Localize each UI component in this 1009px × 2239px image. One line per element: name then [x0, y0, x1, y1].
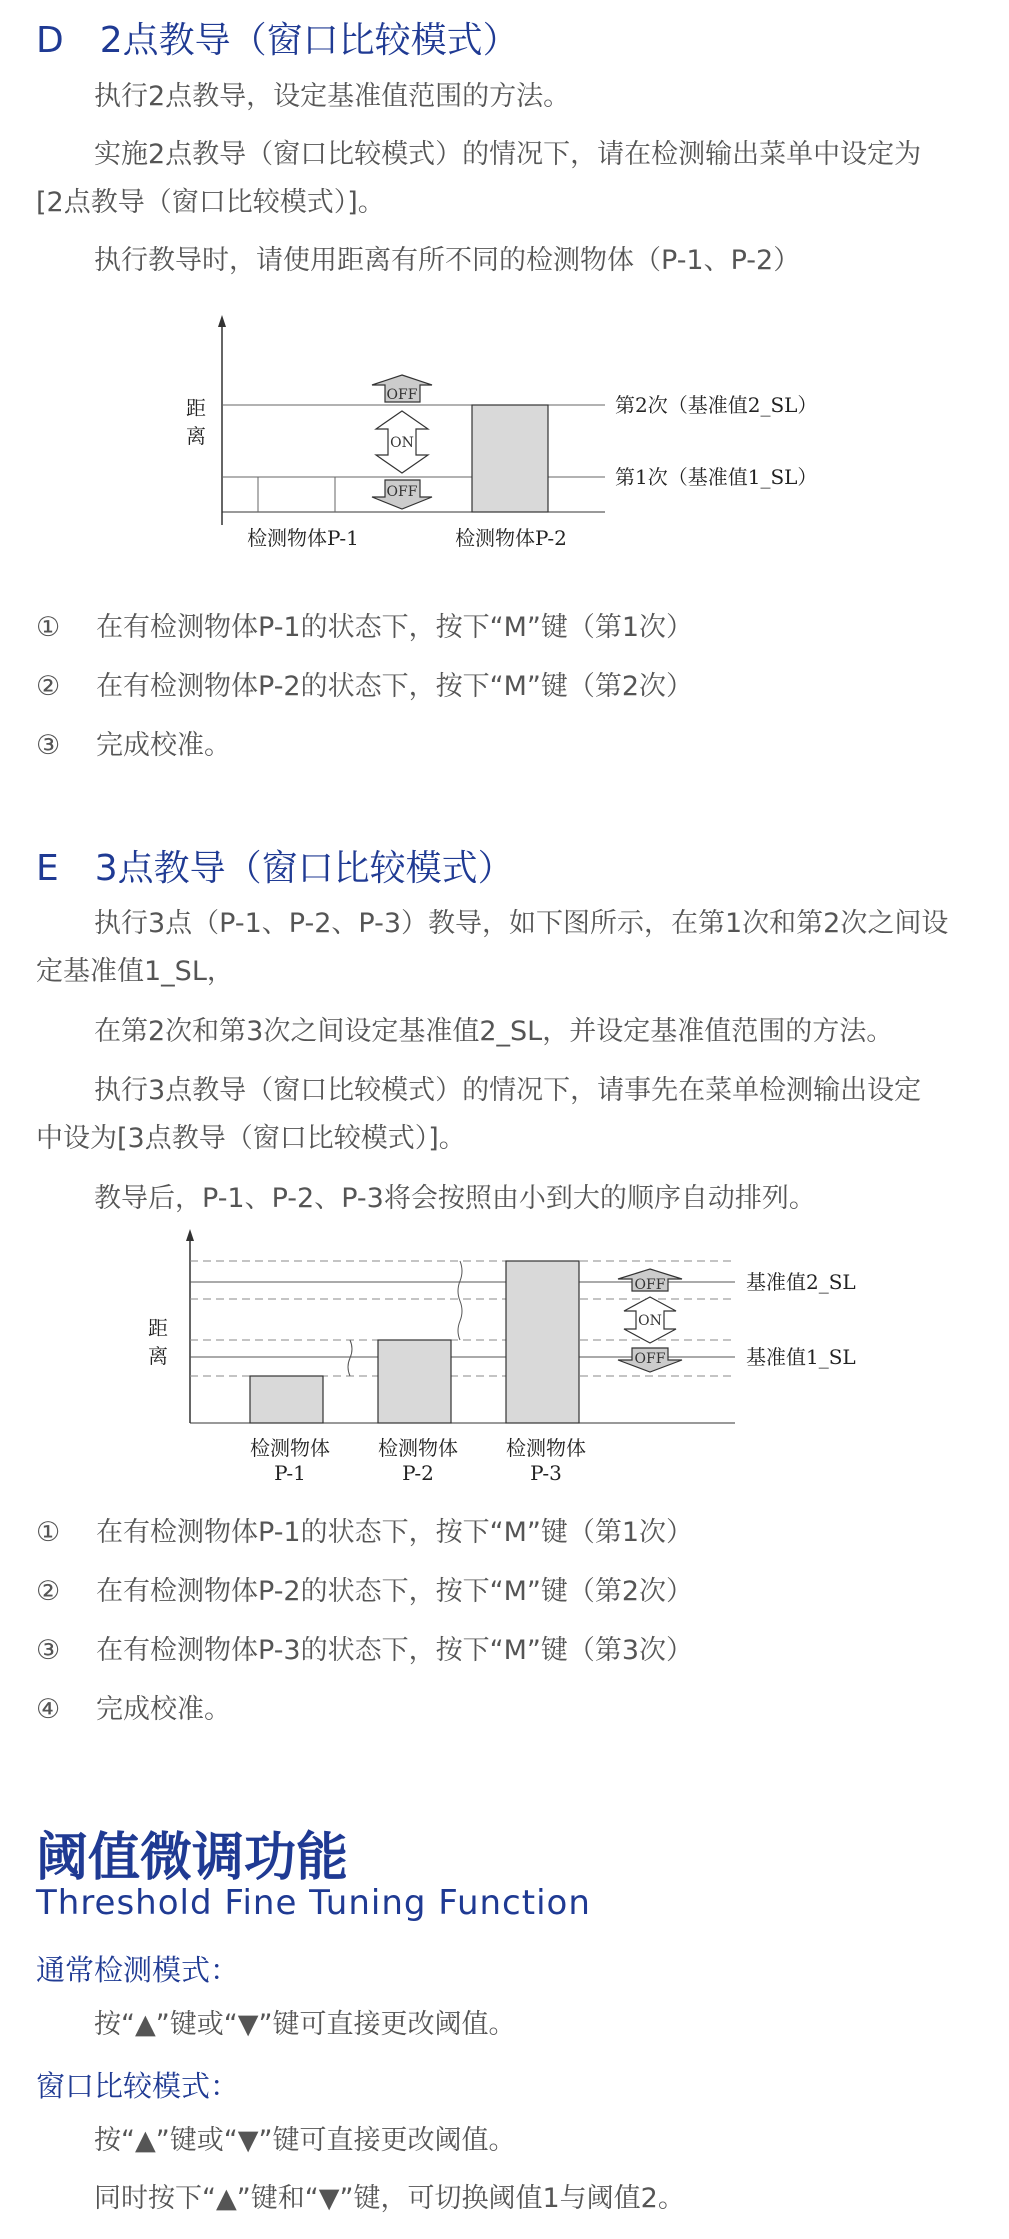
- section-d-object-note: 执行教导时，请使用距离有所不同的检测物体（P-1、P-2）: [94, 245, 801, 276]
- step-number: ④: [36, 1694, 61, 1725]
- step-number: ③: [36, 730, 61, 761]
- step-text: 在有检测物体P-1的状态下，按下“M”键（第1次）: [96, 1517, 694, 1548]
- step-text: 在有检测物体P-2的状态下，按下“M”键（第2次）: [96, 671, 694, 702]
- three-point-label-1: 基准值1_SL: [746, 1345, 856, 1369]
- two-point-object-p2: 检测物体P-2: [455, 526, 567, 550]
- window-mode-text: 按“▲”键或“▼”键可直接更改阈值。: [94, 2125, 516, 2156]
- section-e-p1-line2: 定基准值1_SL，: [36, 956, 234, 987]
- two-point-label-1st: 第1次（基准值1_SL）: [615, 465, 818, 489]
- three-point-object-name-3: 检测物体: [506, 1436, 586, 1460]
- step-text: 完成校准。: [96, 1694, 231, 1725]
- two-point-y-label-2: 离: [186, 424, 206, 448]
- switch-threshold-text: 同时按下“▲”键和“▼”键，可切换阈值1与阈值2。: [94, 2183, 685, 2214]
- three-point-object-name-1: 检测物体: [250, 1436, 330, 1460]
- three-point-off-bottom: OFF: [634, 1351, 666, 1367]
- section-e-step-4: [36, 1687, 231, 1726]
- two-point-label-2nd: 第2次（基准值2_SL）: [615, 393, 818, 417]
- section-e-p4: 教导后，P-1、P-2、P-3将会按照由小到大的顺序自动排列。: [94, 1183, 816, 1214]
- section-e-step-2: [36, 1569, 693, 1608]
- section-e-p3-line2: 中设为[3点教导（窗口比较模式）]。: [36, 1123, 466, 1154]
- step-text: 在有检测物体P-3的状态下，按下“M”键（第3次）: [96, 1635, 694, 1666]
- two-point-off-bottom: OFF: [386, 484, 418, 500]
- step-text: 完成校准。: [96, 730, 231, 761]
- step-number: ③: [36, 1635, 61, 1666]
- step-number: ②: [36, 1576, 61, 1607]
- section-e-step-1: [36, 1510, 693, 1549]
- window-mode-heading: 窗口比较模式：: [36, 2069, 240, 2103]
- three-point-y-label-2: 离: [148, 1344, 168, 1368]
- section-e-p3-line1: 执行3点教导（窗口比较模式）的情况下，请事先在菜单检测输出设定: [94, 1075, 922, 1106]
- step-text: 在有检测物体P-1的状态下，按下“M”键（第1次）: [96, 612, 694, 643]
- two-point-off-top: OFF: [386, 387, 418, 403]
- section-d-instruction-line2: [2点教导（窗口比较模式）]。: [36, 187, 385, 218]
- section-d-intro: 执行2点教导，设定基准值范围的方法。: [94, 81, 571, 112]
- three-point-object-name-2: 检测物体: [378, 1436, 458, 1460]
- two-point-object-p1: 检测物体P-1: [247, 526, 359, 550]
- section-e-step-3: [36, 1628, 693, 1667]
- three-point-object-p1: P-1: [274, 1461, 306, 1485]
- section-e-p2: 在第2次和第3次之间设定基准值2_SL，并设定基准值范围的方法。: [94, 1016, 894, 1047]
- section-e-p1-line1: 执行3点（P-1、P-2、P-3）教导，如下图所示，在第1次和第2次之间设: [94, 908, 949, 939]
- three-point-object-p2: P-2: [402, 1461, 434, 1485]
- two-point-teaching-diagram: [0, 305, 1009, 565]
- step-number: ②: [36, 671, 61, 702]
- normal-mode-text: 按“▲”键或“▼”键可直接更改阈值。: [94, 2009, 516, 2040]
- three-point-off-top: OFF: [634, 1277, 666, 1293]
- three-point-on: ON: [638, 1313, 662, 1329]
- step-number: ①: [36, 1517, 61, 1548]
- normal-mode-heading: 通常检测模式：: [36, 1953, 240, 1987]
- three-point-label-2: 基准值2_SL: [746, 1270, 856, 1294]
- step-number: ①: [36, 612, 61, 643]
- step-text: 在有检测物体P-2的状态下，按下“M”键（第2次）: [96, 1576, 694, 1607]
- three-point-object-p3: P-3: [530, 1461, 562, 1485]
- three-point-y-label-1: 距: [148, 1316, 168, 1340]
- section-d-instruction-line1: 实施2点教导（窗口比较模式）的情况下，请在检测输出菜单中设定为: [94, 139, 922, 170]
- threshold-title-en: Threshold Fine Tuning Function: [36, 1883, 591, 1923]
- two-point-y-label-1: 距: [186, 396, 206, 420]
- threshold-title: 阈值微调功能: [36, 1828, 349, 1888]
- section-d-step-2: [36, 664, 693, 703]
- section-d-heading: D 2点教导（窗口比较模式）: [36, 20, 519, 61]
- section-e-heading: E 3点教导（窗口比较模式）: [36, 848, 514, 889]
- section-d-step-1: [36, 605, 693, 644]
- three-point-teaching-diagram: [0, 1225, 1009, 1490]
- section-d-step-3: [36, 723, 231, 762]
- two-point-on: ON: [390, 435, 414, 451]
